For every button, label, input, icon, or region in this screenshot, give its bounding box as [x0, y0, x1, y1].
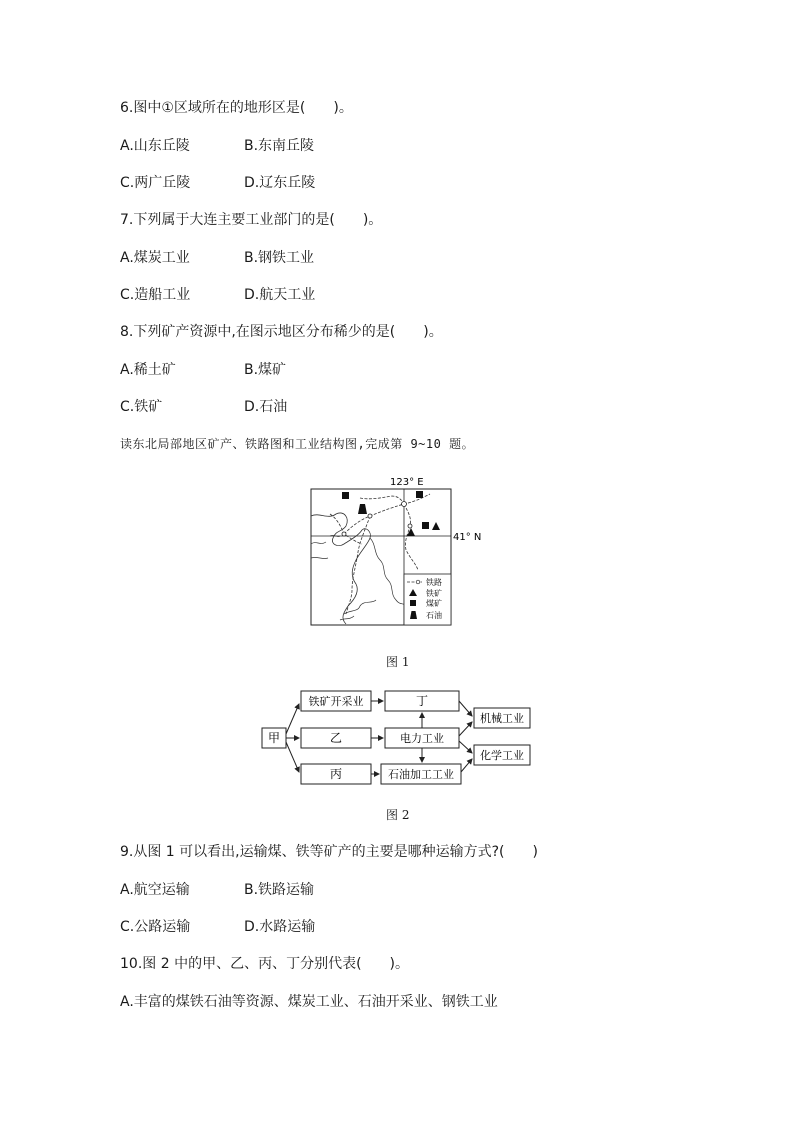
arrow-ding-machinery	[459, 701, 472, 716]
q7-option-c[interactable]: C.造船工业	[120, 287, 191, 303]
legend-coal-icon	[410, 600, 416, 606]
node-power-label: 电力工业	[400, 732, 444, 745]
q7-option-a[interactable]: A.煤炭工业	[120, 250, 190, 266]
section-intro: 读东北局部地区矿产、铁路图和工业结构图,完成第 9~10 题。	[120, 437, 475, 451]
node-iron-mining-label: 铁矿开采业	[308, 695, 364, 708]
q9-option-c[interactable]: C.公路运输	[120, 919, 191, 935]
coal-icon	[416, 491, 423, 498]
q8-option-a[interactable]: A.稀土矿	[120, 362, 176, 378]
node-machinery-label: 机械工业	[480, 712, 524, 725]
q7-option-d[interactable]: D.航天工业	[244, 287, 316, 303]
figure-2-caption: 图 2	[386, 808, 410, 822]
q6-option-d[interactable]: D.辽东丘陵	[244, 175, 316, 191]
arrow-power-chemical	[459, 741, 472, 753]
city-marker	[402, 502, 407, 507]
city-marker	[408, 524, 412, 528]
legend-oil-label: 石油	[426, 611, 442, 620]
q8-option-b[interactable]: B.煤矿	[244, 362, 287, 378]
q9-stem: 9.从图 1 可以看出,运输煤、铁等矿产的主要是哪种运输方式?( )	[120, 844, 538, 860]
q8-option-d[interactable]: D.石油	[244, 399, 288, 415]
q10-option-a[interactable]: A.丰富的煤铁石油等资源、煤炭工业、石油开采业、钢铁工业	[120, 994, 498, 1010]
node-ding-label: 丁	[415, 694, 429, 708]
q6-option-c[interactable]: C.两广丘陵	[120, 175, 191, 191]
q9-option-a[interactable]: A.航空运输	[120, 882, 190, 898]
q6-option-a[interactable]: A.山东丘陵	[120, 138, 190, 154]
figure-1-map	[300, 474, 500, 629]
legend-coal-label: 煤矿	[426, 599, 442, 608]
q8-option-c[interactable]: C.铁矿	[120, 399, 163, 415]
node-chemical-label: 化学工业	[480, 749, 524, 762]
q8-stem: 8.下列矿产资源中,在图示地区分布稀少的是( )。	[120, 324, 443, 340]
node-yi-label: 乙	[329, 731, 343, 745]
arrow-jia-bing	[286, 742, 299, 772]
q10-stem: 10.图 2 中的甲、乙、丙、丁分别代表( )。	[120, 956, 409, 972]
coal-icon	[342, 492, 349, 499]
q7-option-b[interactable]: B.钢铁工业	[244, 250, 315, 266]
node-jia-label: 甲	[267, 731, 281, 745]
node-petro-label: 石油加工工业	[388, 768, 454, 781]
q9-option-d[interactable]: D.水路运输	[244, 919, 316, 935]
city-marker	[368, 514, 372, 518]
latitude-label: 41° N	[453, 532, 482, 543]
node-bing-label: 丙	[329, 767, 343, 781]
legend-iron-label: 铁矿	[426, 589, 442, 598]
arrow-jia-iron	[286, 704, 299, 734]
legend-city-icon	[416, 580, 420, 584]
longitude-label: 123° E	[390, 477, 424, 488]
legend-rail-label: 铁路	[426, 578, 442, 587]
q9-option-b[interactable]: B.铁路运输	[244, 882, 315, 898]
q7-stem: 7.下列属于大连主要工业部门的是( )。	[120, 212, 383, 228]
arrow-petro-chemical	[461, 759, 472, 772]
figure-1-caption: 图 1	[386, 655, 410, 669]
q6-stem: 6.图中①区域所在的地形区是( )。	[120, 100, 353, 116]
figure-2-flowchart	[255, 684, 545, 796]
coal-icon	[422, 522, 429, 529]
q6-option-b[interactable]: B.东南丘陵	[244, 138, 315, 154]
city-marker	[342, 532, 346, 536]
arrow-power-machinery	[459, 722, 472, 736]
